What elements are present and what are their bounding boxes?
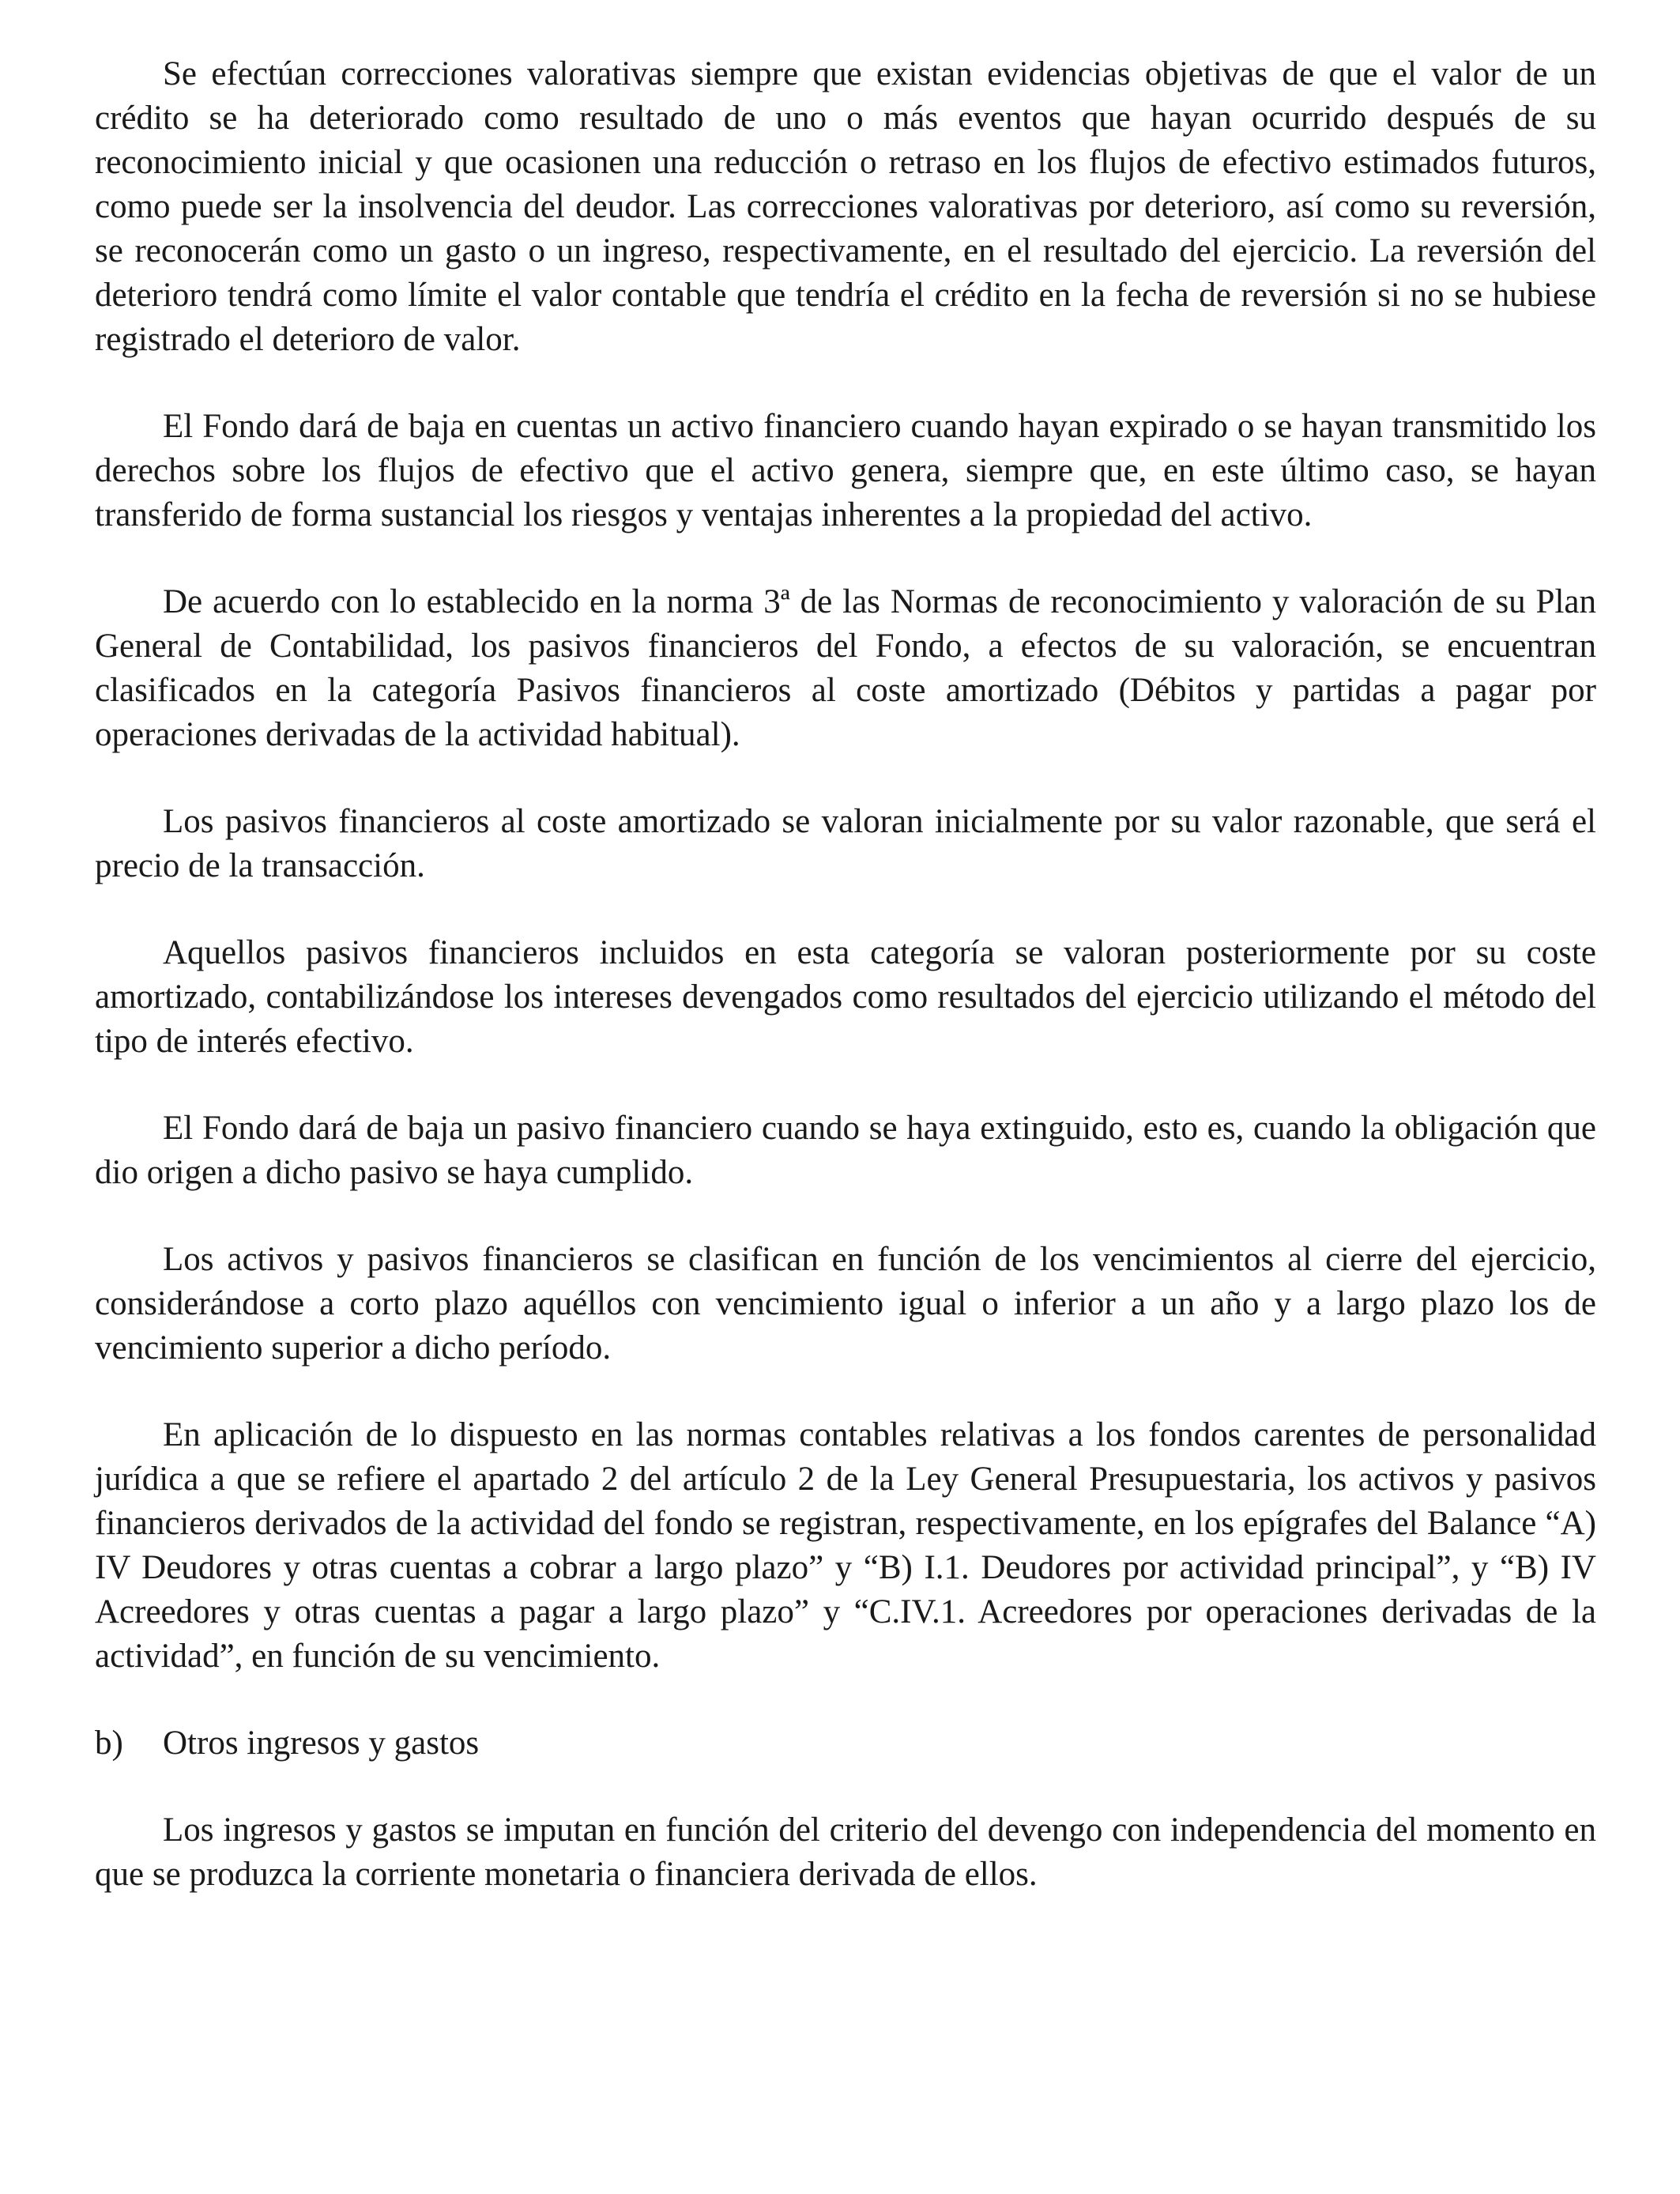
paragraph-balance-epigraphs: En aplicación de lo dispuesto en las normas contables relativas a los fondos carentes de personalidad jurídica a que se refiere el apartado 2 del artículo 2 de la Ley General Presupuestaria, los activos y pasivos financieros derivados de la actividad del fondo se registran, respectivamente, en los epígrafes del Balance “A) IV Deudores y otras cuentas a cobrar a largo plazo” y “B) I.1. Deudores por actividad principal”, y “B) IV Acreedores y otras cuentas a pagar a largo plazo” y “C.IV.1. Acreedores por operaciones derivadas de la actividad”, en función de su vencimiento. <box>95 1416 1596 1675</box>
paragraph-initial-valuation: Los pasivos financieros al coste amortizado se valoran inicialmente por su valor razonable, que será el precio de la transacción. <box>95 803 1596 884</box>
paragraph-liability-derecognition: El Fondo dará de baja un pasivo financiero cuando se haya extinguido, esto es, cuando la obligación que dio origen a dicho pasivo se haya cumplido. <box>95 1110 1596 1191</box>
paragraph-subsequent-valuation: Aquellos pasivos financieros incluidos en esta categoría se valoran posteriormente por su coste amortizado, contabilizándose los intereses devengados como resultados del ejercicio utilizando el método del tipo de interés efectivo. <box>95 934 1596 1060</box>
paragraph-income-expenses: Los ingresos y gastos se imputan en función del criterio del devengo con independencia del momento en que se produzca la corriente monetaria o financiera derivada de ellos. <box>95 1811 1596 1893</box>
section-letter: b) <box>95 1725 123 1762</box>
paragraph-maturity-classification: Los activos y pasivos financieros se clasifican en función de los vencimientos al cierre del ejercicio, considerándose a corto plazo aquéllos con vencimiento igual o inferior a un año y a largo plazo los de vencimiento superior a dicho período. <box>95 1241 1596 1367</box>
paragraph-asset-derecognition: El Fondo dará de baja en cuentas un activo financiero cuando hayan expirado o se hayan transmitido los derechos sobre los flujos de efectivo que el activo genera, siempre que, en este último caso, se hayan transferido de forma sustancial los riesgos y ventajas inherentes a la propiedad del activo. <box>95 408 1596 533</box>
paragraph-impairment-corrections: Se efectúan correcciones valorativas siempre que existan evidencias objetivas de que el valor de un crédito se ha deteriorado como resultado de uno o más eventos que hayan ocurrido después de su reconocimiento inicial y que ocasionen una reducción o retraso en los flujos de efectivo estimados futuros, como puede ser la insolvencia del deudor. Las correcciones valorativas por deterioro, así como su reversión, se reconocerán como un gasto o un ingreso, respectivamente, en el resultado del ejercicio. La reversión del deterioro tendrá como límite el valor contable que tendría el crédito en la fecha de reversión si no se hubiese registrado el deterioro de valor. <box>95 55 1596 358</box>
paragraph-liability-classification: De acuerdo con lo establecido en la norma 3ª de las Normas de reconocimiento y valoración de su Plan General de Contabilidad, los pasivos financieros del Fondo, a efectos de su valoración, se encuentran clasificados en la categoría Pasivos financieros al coste amortizado (Débitos y partidas a pagar por operaciones derivadas de la actividad habitual). <box>95 583 1596 753</box>
section-heading <box>95 1721 1596 1766</box>
document-page <box>95 52 1596 1897</box>
section-title: Otros ingresos y gastos <box>163 1725 480 1762</box>
